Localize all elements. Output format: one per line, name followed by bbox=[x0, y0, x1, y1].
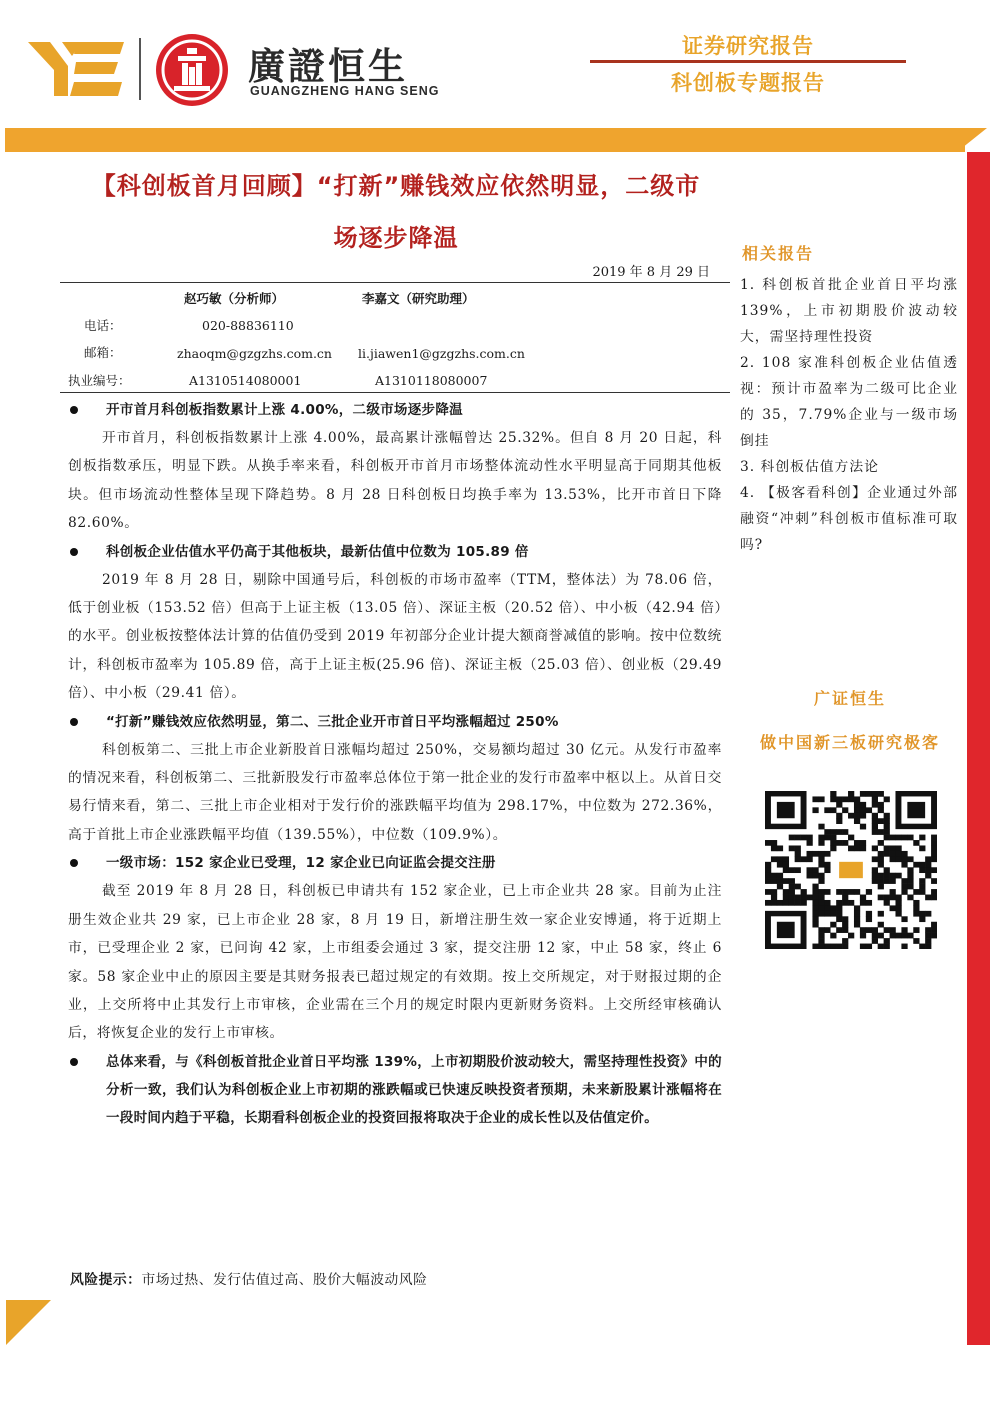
brand-name-cn: 廣證恒生 bbox=[248, 45, 408, 88]
report-date: 2019 年 8 月 29 日 bbox=[592, 265, 710, 280]
brand-logo-mark bbox=[28, 40, 124, 98]
section-body: 科创板第二、三批上市企业新股首日涨幅均超过 250%，交易额均超过 30 亿元。从发行市盈率的情况来看，科创板第二、三批新股发行市盈率总体位于第一批企业的发行市盈率中枢以上。从首日交易行情来看，第二、三批上市企业相对于发行价的涨跌幅平均值为 298.17%，中位数为 272.36%，高于首批上市企业涨跌幅平均值（139.55%），中位数（109.9%）。 bbox=[68, 741, 722, 843]
section-heading: “打新”赚钱效应依然明显，第二、三批企业开市首日平均涨幅超过 250% bbox=[68, 708, 722, 736]
side-band bbox=[967, 152, 990, 1345]
risk-warning bbox=[70, 1268, 427, 1292]
author-email-2[interactable]: li.jiawen1@gzgzhs.com.cn bbox=[358, 346, 525, 361]
header-band bbox=[5, 128, 965, 152]
report-type: 证券研究报告 bbox=[682, 34, 814, 58]
related-report-item[interactable]: 3. 科创板估值方法论 bbox=[740, 459, 879, 475]
qr-code-image bbox=[765, 791, 937, 949]
sidebar-slogan: 做中国新三板研究极客 bbox=[759, 733, 940, 752]
author-license-2: A1310118080007 bbox=[375, 373, 488, 388]
sidebar-brand: 广证恒生 bbox=[813, 689, 886, 708]
report-summary bbox=[68, 396, 722, 1132]
conclusion-heading: 总体来看，与《科创板首批企业首日平均涨 139%，上市初期股价波动较大，需坚持理性投资》中的分析一致，我们认为科创板企业上市初期的涨跌幅或已快速反映投资者预期，未来新股累计涨幅将在一段时间内趋于平稳，长期看科创板企业的投资回报将取决于企业的成长性以及估值定价。 bbox=[68, 1048, 722, 1132]
logo-divider bbox=[139, 38, 141, 100]
report-title-line-1: 【科创板首月回顾】“打新”赚钱效应依然明显，二级市 bbox=[91, 172, 701, 200]
author-name-1: 赵巧敏（分析师） bbox=[184, 291, 285, 306]
author-name-2: 李嘉文（研究助理） bbox=[362, 291, 475, 306]
author-table-top-rule bbox=[60, 282, 730, 283]
brand-name-en: GUANGZHENG HANG SENG bbox=[250, 84, 440, 98]
brand-seal-logo bbox=[156, 34, 228, 106]
risk-text: 市场过热、发行估值过高、股价大幅波动风险 bbox=[141, 1272, 428, 1288]
report-title-line-2: 场逐步降温 bbox=[333, 224, 459, 252]
author-table-bottom-rule bbox=[60, 392, 730, 393]
email-label: 邮箱： bbox=[84, 345, 122, 360]
related-report-item[interactable]: 2. 108 家准科创板企业估值透视：预计市盈率为二级可比企业的 35，7.79%企业与一级市场倒挂 bbox=[740, 355, 958, 449]
related-reports-list bbox=[740, 272, 958, 558]
section-body: 2019 年 8 月 28 日，剔除中国通号后，科创板的市场市盈率（TTM，整体法）为 78.06 倍，低于创业板（153.52 倍）但高于上证主板（13.05 倍）、深证主板（20.52 倍）、中小板（42.94 倍）的水平。创业板按整体法计算的估值仍受到 2019 年初部分企业计提大额商誉减值的影响。按中位数统计，科创板市盈率为 105.89 倍，高于上证主板(25.96 倍)、深证主板（25.03 倍）、创业板（29.49 倍）、中小板（29.41 倍）。 bbox=[68, 571, 722, 702]
header-divider bbox=[590, 60, 906, 63]
license-label: 执业编号： bbox=[68, 373, 131, 388]
report-category: 科创板专题报告 bbox=[671, 71, 825, 95]
related-report-item[interactable]: 4. 【极客看科创】企业通过外部融资“冲刺”科创板市值标准可取吗? bbox=[740, 485, 958, 553]
author-phone: 020-88836110 bbox=[202, 318, 294, 333]
section-heading: 一级市场：152 家企业已受理，12 家企业已向证监会提交注册 bbox=[68, 849, 722, 877]
related-report-item[interactable]: 1. 科创板首批企业首日平均涨 139%，上市初期股价波动较大，需坚持理性投资 bbox=[740, 277, 958, 345]
section-heading: 科创板企业估值水平仍高于其他板块，最新估值中位数为 105.89 倍 bbox=[68, 538, 722, 566]
author-email-1[interactable]: zhaoqm@gzgzhs.com.cn bbox=[177, 346, 332, 361]
footer-corner-triangle bbox=[6, 1300, 51, 1345]
risk-label: 风险提示： bbox=[70, 1272, 142, 1288]
section-body: 开市首月，科创板指数累计上涨 4.00%，最高累计涨幅曾达 25.32%。但自 8 月 20 日起，科创板指数承压，明显下跌。从换手率来看，科创板开市首月市场整体流动性水平明显高于同期其他板块。但市场流动性整体呈现下降趋势。8 月 28 日科创板日均换手率为 13.53%，比开市首日下降 82.60%。 bbox=[68, 430, 722, 532]
related-reports-heading: 相关报告 bbox=[742, 244, 815, 263]
header-band-corner bbox=[957, 128, 987, 152]
author-license-1: A1310514080001 bbox=[189, 373, 302, 388]
section-body: 截至 2019 年 8 月 28 日，科创板已申请共有 152 家企业，已上市企业共 28 家。目前为止注册生效企业共 29 家，已上市企业 28 家，8 月 19 日，新增注册生效一家企业安博通，将于近期上市，已受理企业 2 家，已问询 42 家，上市组委会通过 3 家，提交注册 12 家，中止 58 家，终止 6 家。58 家企业中止的原因主要是其财务报表已超过规定的有效期。按上交所规定，对于财报过期的企业，上交所将中止其发行上市审核，企业需在三个月的规定时限内更新财务资料。上交所经审核确认后，将恢复企业的发行上市审核。 bbox=[68, 883, 722, 1042]
section-heading: 开市首月科创板指数累计上涨 4.00%，二级市场逐步降温 bbox=[68, 396, 722, 424]
phone-label: 电话： bbox=[84, 318, 122, 333]
